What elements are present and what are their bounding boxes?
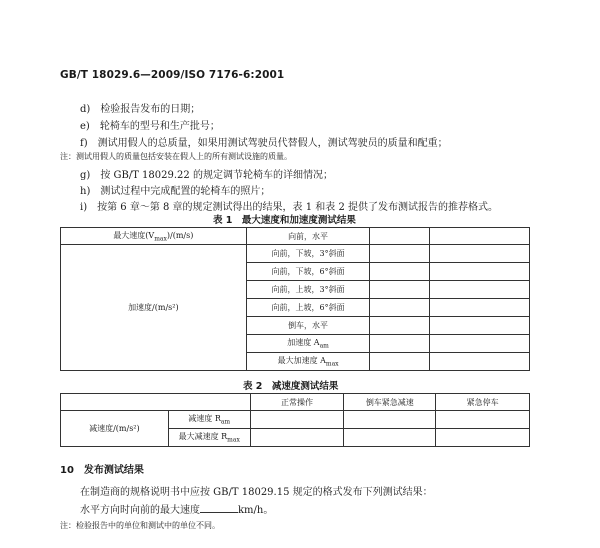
value-cell (250, 429, 344, 447)
fill-in-blank (200, 503, 238, 513)
value-cell (370, 263, 430, 281)
cond-up-3: 向前，上坡，3°斜面 (246, 281, 370, 299)
item-marker: i) (80, 202, 88, 213)
value-cell (430, 353, 530, 371)
corner-cell (61, 394, 251, 411)
table2-caption: 表 2 减速度测试结果 (243, 381, 339, 392)
value-cell (370, 299, 430, 317)
table2-decel (60, 393, 530, 447)
value-cell (430, 281, 530, 299)
value-cell (430, 245, 530, 263)
value-cell (370, 245, 430, 263)
item-marker: h) (80, 186, 91, 197)
para2-text: 水平方向时向前的最大速度 (80, 505, 200, 516)
item-text: 检验报告发布的日期； (100, 104, 201, 115)
list-item-i (80, 198, 498, 213)
value-cell (430, 228, 530, 245)
item-text: 按第 6 章～第 8 章的规定测试得出的结果，表 1 和表 2 提供了发布测试报告的推荐格式。 (97, 202, 498, 213)
col-reverse-emergency: 倒车紧急减速 (344, 394, 436, 411)
accel-am-label: 加速度 $A_{am}$ (246, 335, 370, 353)
list-item-g (80, 166, 333, 181)
value-cell (430, 317, 530, 335)
decel-ram-label: 减速度 $R_{am}$ (168, 411, 250, 429)
section-10-title: 10 发布测试结果 (60, 465, 144, 476)
item-text: 测试过程中完成配置的轮椅车的照片； (100, 186, 271, 197)
value-cell (370, 317, 430, 335)
value-cell (430, 299, 530, 317)
note-dummy-mass: 注：测试用假人的质量包括安装在假人上的所有测试设施的质量。 (60, 152, 292, 161)
item-marker: f) (80, 138, 88, 149)
value-cell (436, 411, 530, 429)
value-cell (370, 335, 430, 353)
cond-down-6: 向前，下坡，6°斜面 (246, 263, 370, 281)
decel-rmax-label: 最大减速度 $R_{max}$ (168, 429, 250, 447)
section-10-para2 (80, 501, 273, 516)
list-item-h (80, 182, 270, 197)
accel-label: 加速度/(m/s²) (61, 245, 247, 371)
item-text: 按 GB/T 18029.22 的规定调节轮椅车的详细情况； (100, 170, 333, 181)
standard-header: GB/T 18029.6—2009/ISO 7176-6:2001 (60, 69, 285, 81)
value-cell (370, 281, 430, 299)
list-item-f (80, 134, 448, 149)
value-cell (344, 411, 436, 429)
cond-up-6: 向前，上坡，6°斜面 (246, 299, 370, 317)
table1-caption: 表 1 最大速度和加速度测试结果 (213, 215, 356, 226)
cond-reverse-level: 倒车，水平 (246, 317, 370, 335)
cond-forward-level: 向前，水平 (246, 228, 370, 245)
value-cell (344, 429, 436, 447)
col-emergency-stop: 紧急停车 (436, 394, 530, 411)
list-item-d (80, 100, 200, 115)
value-cell (370, 353, 430, 371)
table1-speed-accel (60, 227, 530, 371)
para2-unit: km/h。 (238, 505, 274, 516)
col-normal: 正常操作 (250, 394, 344, 411)
value-cell (430, 335, 530, 353)
value-cell (430, 263, 530, 281)
cond-down-3: 向前，下坡，3°斜面 (246, 245, 370, 263)
list-item-e (80, 117, 220, 132)
accel-max-label: 最大加速度 $A_{max}$ (246, 353, 370, 371)
value-cell (250, 411, 344, 429)
section-10-para1: 在制造商的规格说明书中应按 GB/T 18029.15 规定的格式发布下列测试结果： (80, 487, 433, 498)
item-text: 轮椅车的型号和生产批号； (99, 121, 220, 132)
item-marker: g) (80, 170, 91, 181)
item-text: 测试用假人的总质量，如果用测试驾驶员代替假人，测试驾驶员的质量和配重； (97, 138, 448, 149)
decel-label: 减速度/(m/s²) (61, 411, 169, 447)
value-cell (370, 228, 430, 245)
max-speed-label: 最大速度$(V_{max})/(m/s)$ (61, 228, 247, 245)
value-cell (436, 429, 530, 447)
note-units: 注：检验报告中的单位和测试中的单位不同。 (60, 521, 220, 530)
item-marker: d) (80, 104, 91, 115)
item-marker: e) (80, 121, 90, 132)
